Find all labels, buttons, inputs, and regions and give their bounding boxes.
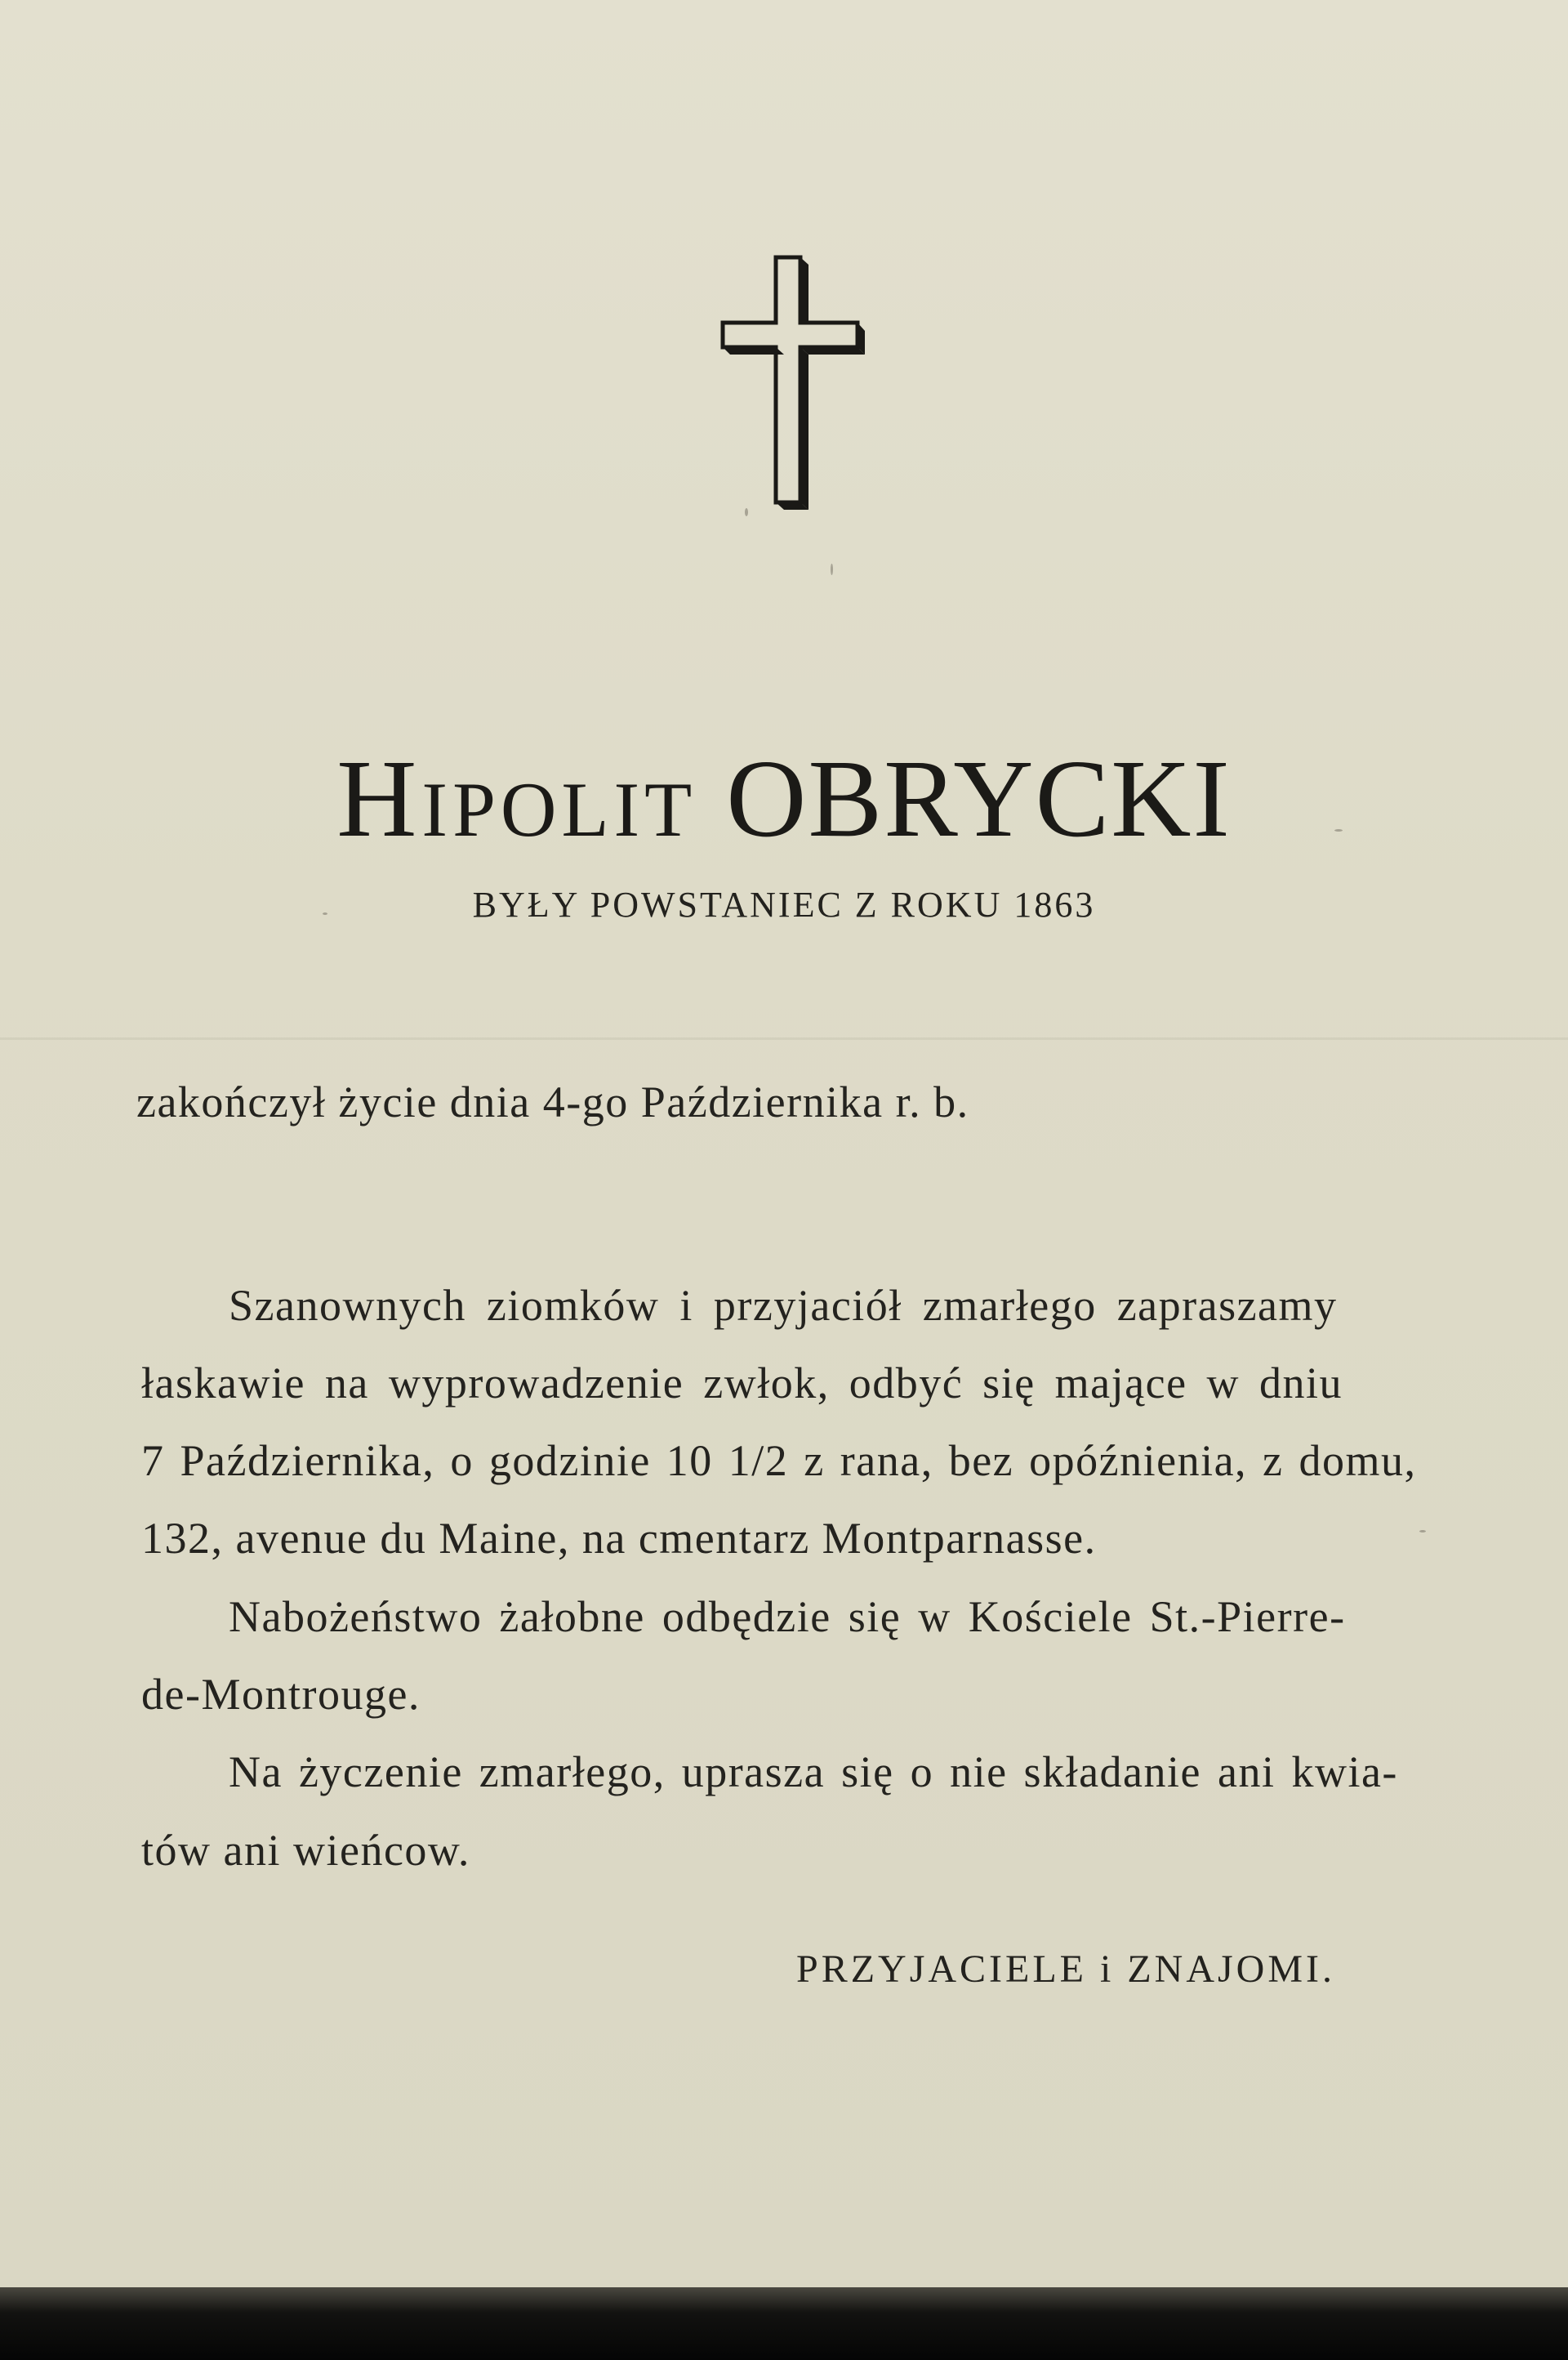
deceased-last-name: OBRYCKI: [726, 738, 1232, 860]
scan-edge-shadow: [0, 2287, 1568, 2360]
paper-speck: [831, 564, 833, 575]
signature: PRZYJACIELE i ZNAJOMI.: [796, 1947, 1335, 1991]
paragraph2-line2: de-Montrouge.: [141, 1670, 421, 1719]
intro-line: zakończył życie dnia 4-go Października r. b.: [136, 1077, 969, 1126]
deceased-first-name: Hipolit: [336, 738, 697, 860]
paper-fold-line: [0, 1037, 1568, 1040]
paragraph3-line2: tów ani wieńcow.: [141, 1826, 470, 1875]
paragraph3-line1: Na życzenie zmarłego, uprasza się o nie składanie ani kwia-: [229, 1747, 1398, 1796]
paragraph1-line4: 132, avenue du Maine, na cmentarz Montparnasse.: [141, 1514, 1097, 1563]
paragraph2-line1: Nabożeństwo żałobne odbędzie się w Kościele St.-Pierre-: [229, 1592, 1346, 1641]
paragraph1-line2: łaskawie na wyprowadzenie zwłok, odbyć się mające w dniu: [141, 1358, 1343, 1408]
paragraph1-line1: Szanownych ziomków i przyjaciół zmarłego zapraszamy: [229, 1281, 1338, 1330]
paper-speck: [745, 508, 748, 516]
paper-speck: [323, 912, 327, 915]
deceased-subtitle: BYŁY POWSTANIEC Z ROKU 1863: [472, 885, 1096, 925]
deceased-name: [0, 735, 1568, 863]
paragraph1-line3: 7 Października, o godzinie 10 1/2 z rana, bez opóźnienia, z domu,: [141, 1436, 1417, 1485]
latin-cross-icon: [719, 253, 870, 515]
paper-speck: [1419, 1530, 1426, 1532]
paper-speck: [1334, 829, 1343, 832]
